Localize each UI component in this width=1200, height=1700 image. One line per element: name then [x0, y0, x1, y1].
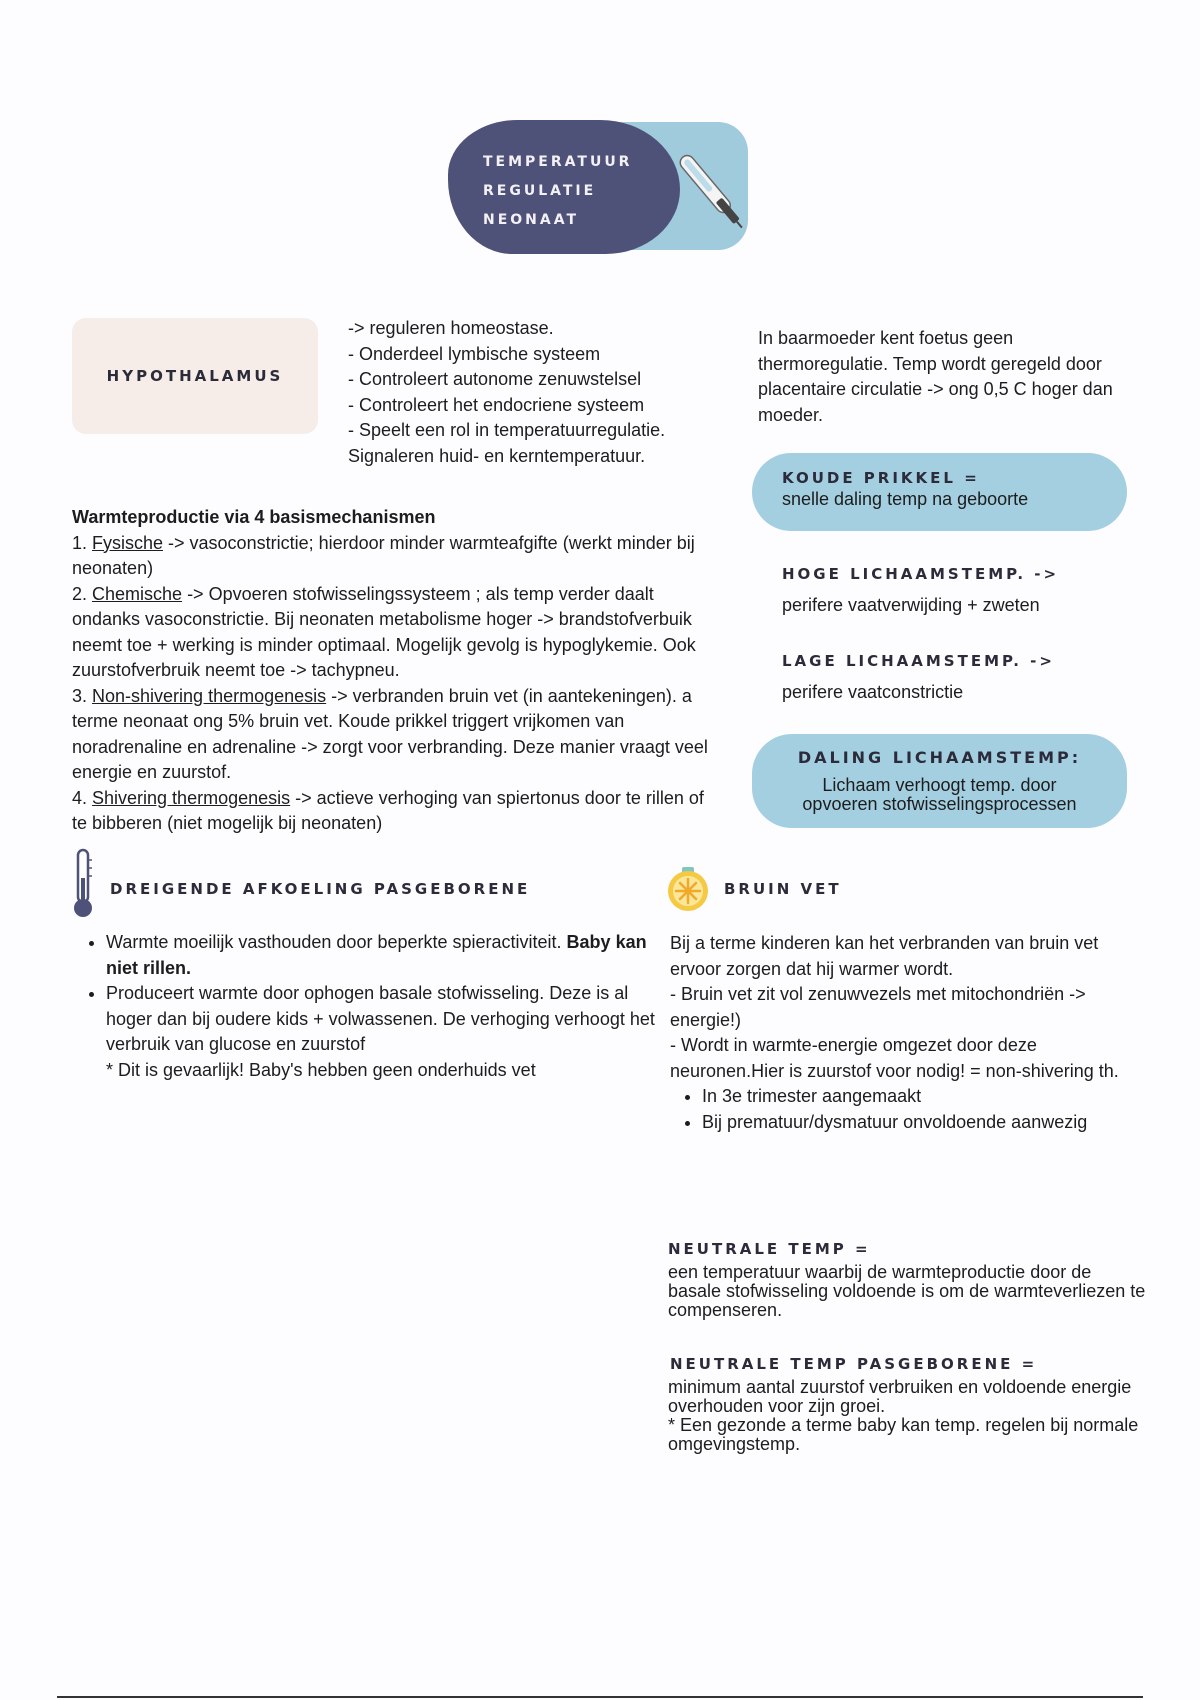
neutrale-temp-pasgeborene-title: NEUTRALE TEMP PASGEBORENE = [670, 1355, 1038, 1373]
hypothalamus-card [72, 318, 318, 434]
koude-prikkel-title: KOUDE PRIKKEL = [782, 469, 980, 487]
dreigende-afkoeling-title: DREIGENDE AFKOELING PASGEBORENE [110, 880, 531, 898]
daling-title: DALING LICHAAMSTEMP: [797, 748, 1082, 767]
fat-cell-icon [665, 866, 711, 912]
title-banner [448, 120, 750, 254]
lage-temp-text: perifere vaatconstrictie [782, 682, 964, 702]
list-item: -> reguleren homeostase. [348, 318, 554, 338]
page-title: TEMPERATUUR REGULATIE NEONAAT [483, 154, 633, 228]
lage-temp-title: LAGE LICHAAMSTEMP. -> [782, 652, 1055, 670]
mechanism-1: 1. Fysische -> vasoconstrictie; hierdoor minder warmteafgifte (werkt minder bij neonaten) [72, 532, 695, 578]
hoge-temp-title: HOGE LICHAAMSTEMP. -> [782, 565, 1060, 583]
neutrale-temp-title: NEUTRALE TEMP = [668, 1240, 871, 1258]
list-item: - Speelt een rol in temperatuurregulatie. [348, 420, 666, 440]
mechanism-4: 4. Shivering thermogenesis -> actieve verhoging van spiertonus door te rillen of te bibberen (niet mogelijk bij neonaten) [72, 787, 704, 833]
koude-prikkel-pill [752, 453, 1127, 531]
daling-pill [752, 734, 1127, 828]
bruin-vet-text: Bij a terme kinderen kan het verbranden van bruin vet ervoor zorgen dat hij warmer wordt. - Bruin vet zit vol zenuwvezels met mitochondriën -> energie!) - Wordt in warmte-energie omgezet door deze neuronen.Hier is zuurstof voor nodig! = non-shivering th. • In 3e trimester aangemaakt • Bij prematuur/dysmatuur onvoldoende aanwezig [670, 931, 1130, 1135]
bruin-vet-list [670, 1084, 1130, 1135]
neutrale-temp-text: een temperatuur waarbij de warmteproductie door de basale stofwisseling voldoende is om de warmteverliezen te compenseren. [668, 1262, 1146, 1320]
hypothalamus-list [348, 316, 718, 469]
list-item: • In 3e trimester aangemaakt [702, 1084, 1130, 1110]
list-item: - Controleert autonome zenuwstelsel [348, 369, 642, 389]
baarmoeder-text: In baarmoeder kent foetus geen thermoregulatie. Temp wordt geregeld door placentaire circulatie -> ong 0,5 C hoger dan moeder. [758, 328, 1113, 425]
bruin-vet-title: BRUIN VET [724, 880, 842, 898]
thermometer-icon [70, 848, 96, 920]
neutrale-temp-pasgeborene-text: minimum aantal zuurstof verbruiken en voldoende energie overhouden voor zijn groei. * Een gezonde a terme baby kan temp. regelen bij normale omgevingstemp. [668, 1377, 1139, 1454]
list-item: • Produceert warmte door ophogen basale stofwisseling. Deze is al hoger dan bij oudere kids + volwassenen. De verhoging verhoogt het verbruik van glucose en zuurstof * Dit is gevaarlijk! Baby's hebben geen onderhuids vet [106, 981, 666, 1083]
list-item: • Bij prematuur/dysmatuur onvoldoende aanwezig [702, 1110, 1130, 1136]
list-item: - Onderdeel lymbische systeem [348, 343, 601, 364]
mechanism-3: 3. Non-shivering thermogenesis -> verbranden bruin vet (in aantekeningen). a terme neonaat ong 5% bruin vet. Koude prikkel triggert vrijkomen van noradrenaline en adrenaline -> zorgt voor verbranding. Deze manier vraagt veel energie en zuurstof. [72, 685, 708, 782]
warmteproductie-heading: Warmteproductie via 4 basismechanismen [72, 507, 436, 527]
koude-prikkel-text: snelle daling temp na geboorte [782, 489, 1029, 509]
list-item: - Controleert het endocriene systeem [348, 394, 645, 415]
daling-text: Lichaam verhoogt temp. door opvoeren stofwisselingsprocessen [802, 775, 1077, 814]
list-item: Signaleren huid- en kerntemperatuur. [348, 445, 646, 466]
thermometer-icon [670, 150, 748, 230]
dreigende-afkoeling-list [80, 930, 666, 1083]
hoge-temp-text: perifere vaatverwijding + zweten [782, 595, 1040, 615]
warmteproductie-section [72, 505, 712, 837]
list-item: • Warmte moeilijk vasthouden door beperkte spieractiviteit. Baby kan niet rillen. [106, 930, 666, 981]
hypothalamus-label: HYPOTHALAMUS [106, 367, 284, 385]
footer-divider [57, 1696, 1143, 1698]
mechanism-2: 2. Chemische -> Opvoeren stofwisselingssysteem ; als temp verder daalt ondanks vasoconstrictie. Bij neonaten metabolisme hoger -> brandstofverbuik neemt toe + werking is minder optimaal. Mogelijk gevolg is hypoglykemie. Ook zuurstofverbruik neemt toe -> tachypneu. [72, 583, 696, 680]
